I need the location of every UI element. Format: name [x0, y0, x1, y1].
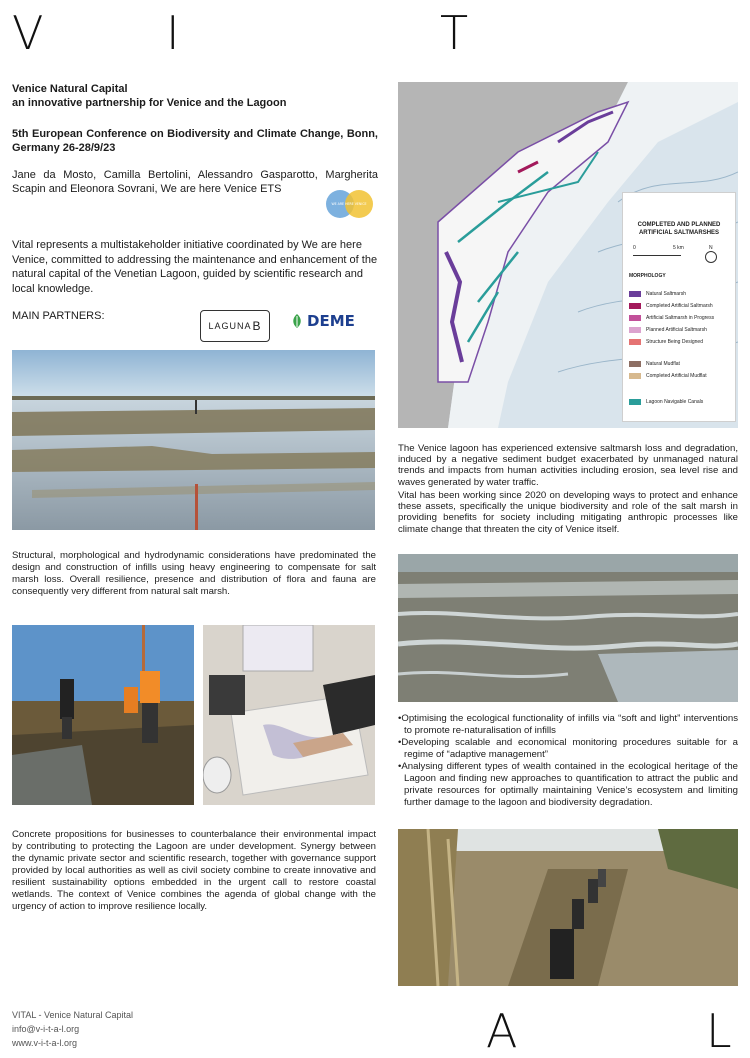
svg-text:WE ARE HERE VENICE: WE ARE HERE VENICE — [331, 202, 367, 206]
legend-label: Planned Artificial Saltmarsh — [646, 327, 707, 333]
deme-logo — [290, 312, 355, 330]
objective-item: •Analysing different types of wealth contained in the ecological heritage of the Lagoon and finding new approaches to quantification to attract the public and private resources for optimally maintaining Venice’s ecosystem and limiting further damage to the lagoon and biodiversity degradation. — [398, 761, 738, 808]
legend-swatch — [629, 327, 641, 333]
north-arrow-icon — [705, 251, 717, 263]
legend-swatch — [629, 315, 641, 321]
legend-item — [629, 291, 686, 297]
deme-logo-text: DEME — [307, 312, 355, 330]
vital-work-text: Vital has been working since 2020 on developing ways to protect and enhance these assets, specifically the unique biodiversity and role of the salt marsh in providing benefits for society including mitigating anthropic processes like climate change that threaten the city of Venice itself. — [398, 490, 738, 535]
header-letter-t: T — [440, 6, 469, 60]
legend-swatch — [629, 399, 641, 405]
laguna-logo-text: LAGUNA — [208, 321, 252, 331]
mudflat-photo — [398, 554, 738, 702]
title-line-1: Venice Natural Capital — [12, 83, 128, 95]
scale-bar — [633, 255, 681, 256]
objectives-list — [398, 713, 738, 809]
group-walk-photo — [398, 829, 738, 986]
objective-item: •Optimising the ecological functionality of infills via “soft and light” interventions to promote re-naturalisation of infills — [398, 713, 738, 736]
saltmarsh-loss-text: The Venice lagoon has experienced extensive saltmarsh loss and degradation, induced by a negative sediment budget exacerbated by unmanaged natural trends and impacts from human activities including erosion, sea level rise and waves generated by water traffic. — [398, 443, 738, 488]
description: Vital represents a multistakeholder initiative coordinated by We are here Venice, committed to addressing the maintenance and enhancement of the natural capital of the Venetian Lagoon, guided by scientific research and local knowledge. — [12, 239, 378, 295]
we-are-here-venice-logo — [322, 188, 378, 220]
legend-label: Lagoon Navigable Canals — [646, 399, 704, 405]
north-label: N — [709, 245, 713, 251]
footer-letter-l: L — [706, 1004, 732, 1058]
authors: Jane da Mosto, Camilla Bertolini, Alessandro Gasparotto, Margherita Scapin and Eleonora Sovrani, We are here Venice ETS — [12, 169, 378, 195]
legend-label: Structure Being Designed — [646, 339, 703, 345]
legend-title: COMPLETED AND PLANNED ARTIFICIAL SALTMARSHES — [637, 222, 721, 236]
footer-org: VITAL - Venice Natural Capital — [12, 1010, 134, 1020]
legend-swatch — [629, 303, 641, 309]
legend-label: Completed Artificial Mudflat — [646, 373, 707, 379]
field-workers-photo — [12, 625, 194, 805]
legend-item — [629, 315, 714, 321]
legend-swatch — [629, 373, 641, 379]
legend-swatch — [629, 361, 641, 367]
footer-web[interactable]: www.v-i-t-a-l.org — [12, 1038, 78, 1048]
footer-email[interactable]: info@v-i-t-a-l.org — [12, 1024, 80, 1034]
legend-item — [629, 399, 703, 405]
map-legend — [622, 192, 736, 422]
laguna-logo — [200, 310, 270, 342]
header-letter-v: V — [12, 6, 44, 60]
legend-item — [629, 361, 680, 367]
laguna-logo-mark: B — [252, 319, 262, 333]
wetland-photo — [12, 350, 375, 530]
footer-letter-a: A — [486, 1004, 518, 1058]
legend-item — [629, 339, 703, 345]
objective-item: •Developing scalable and economical monitoring procedures suitable for a regime of “adaptive management” — [398, 737, 738, 760]
legend-swatch — [629, 339, 641, 345]
legend-item — [629, 373, 707, 379]
propositions-text: Concrete propositions for businesses to counterbalance their environmental impact by contributing to protecting the Lagoon are under development. Synergy between the dynamic private sector and scientific research, together with governance support provided by local authorities as well as civil society combine to create innovative and resilient sustainability options embedded in the urgent call to restore coastal wetlands. The context of Venice combines the agenda of global change with the urgency of action to improve resilience locally. — [12, 829, 376, 912]
scale-five: 5 km — [673, 245, 684, 251]
morphology-label: MORPHOLOGY — [629, 273, 666, 279]
header-letter-i: I — [166, 6, 180, 60]
legend-label: Natural Saltmarsh — [646, 291, 687, 297]
deme-leaf-icon — [290, 313, 304, 329]
map-workshop-photo — [203, 625, 375, 805]
infills-text: Structural, morphological and hydrodynamic considerations have predominated the design and construction of infills using heavy engineering to compensate for salt marsh loss. Overall resilience, presence and distribution of flora and fauna are consequently very different from natural salt marsh. — [12, 550, 376, 597]
legend-item — [629, 327, 707, 333]
legend-label: Natural Mudflat — [646, 361, 680, 367]
title-line-2: an innovative partnership for Venice and the Lagoon — [12, 97, 287, 109]
legend-swatch — [629, 291, 641, 297]
legend-item — [629, 303, 713, 309]
partners-label: MAIN PARTNERS: — [12, 310, 105, 322]
scale-zero: 0 — [633, 245, 636, 251]
legend-label: Completed Artificial Saltmarsh — [646, 303, 713, 309]
conference-info: 5th European Conference on Biodiversity and Climate Change, Bonn, Germany 26-28/9/23 — [12, 128, 378, 154]
legend-label: Artificial Saltmarsh in Progress — [646, 315, 715, 321]
